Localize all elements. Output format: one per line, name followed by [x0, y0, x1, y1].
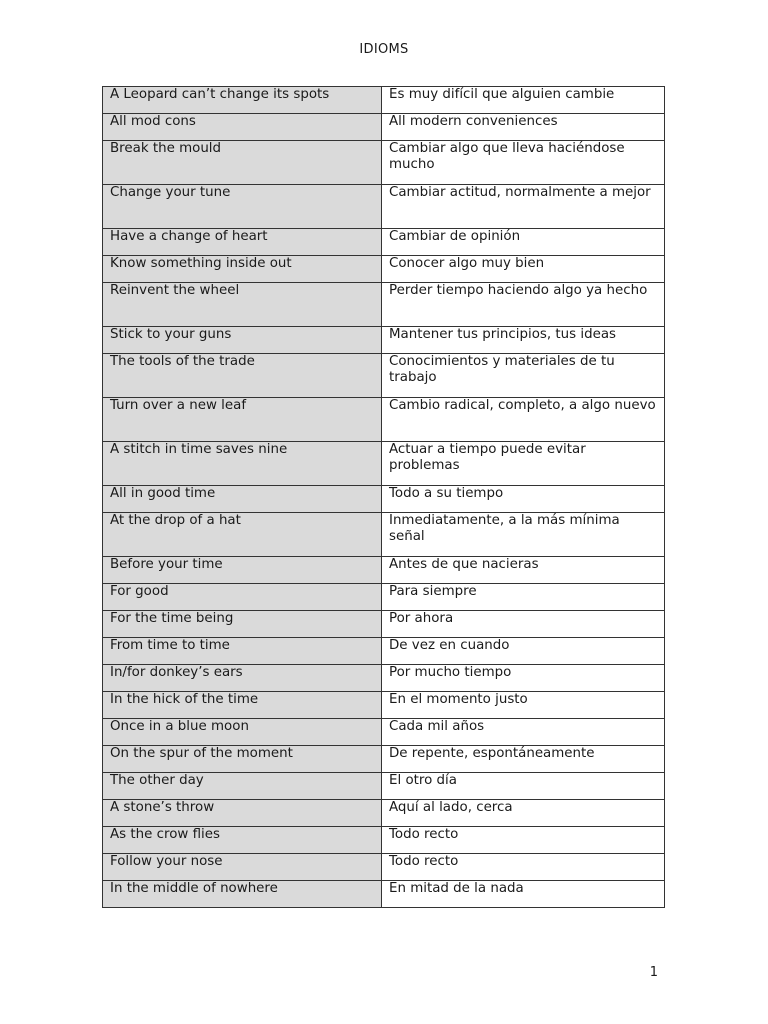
idiom-text: Stick to your guns [110, 327, 232, 342]
meaning-text: Por mucho tiempo [389, 665, 512, 680]
meaning-text: Todo recto [389, 854, 459, 869]
meaning-cell [382, 486, 665, 513]
meaning-cell [382, 141, 665, 185]
table-row [103, 354, 665, 398]
idiom-text: Break the mould [110, 141, 222, 156]
meaning-text: Antes de que nacieras [389, 557, 539, 572]
table-row [103, 229, 665, 256]
meaning-cell [382, 442, 665, 486]
meaning-cell [382, 513, 665, 557]
meaning-text: Cambiar actitud, normalmente a mejor [389, 185, 651, 200]
meaning-cell [382, 114, 665, 141]
table-row [103, 827, 665, 854]
table-row [103, 611, 665, 638]
table-row [103, 114, 665, 141]
meaning-cell [382, 256, 665, 283]
idiom-cell [103, 611, 382, 638]
idiom-text: All in good time [110, 486, 216, 501]
meaning-text: Conocimientos y materiales de tu trabajo [389, 354, 615, 385]
meaning-text: De repente, espontáneamente [389, 746, 595, 761]
meaning-text: Actuar a tiempo puede evitar problemas [389, 442, 586, 473]
idiom-cell [103, 800, 382, 827]
table-row [103, 87, 665, 114]
idiom-cell [103, 692, 382, 719]
meaning-text: All modern conveniences [389, 114, 558, 129]
meaning-text: Todo a su tiempo [389, 486, 504, 501]
meaning-cell [382, 584, 665, 611]
meaning-cell [382, 881, 665, 908]
table-row [103, 746, 665, 773]
meaning-cell [382, 354, 665, 398]
meaning-cell [382, 398, 665, 442]
table-row [103, 486, 665, 513]
meaning-cell [382, 185, 665, 229]
meaning-cell [382, 827, 665, 854]
table-row [103, 442, 665, 486]
table-row [103, 398, 665, 442]
table-row [103, 665, 665, 692]
table-row [103, 854, 665, 881]
idiom-text: A Leopard can’t change its spots [110, 87, 330, 102]
idiom-text: Once in a blue moon [110, 719, 249, 734]
meaning-text: Cambiar algo que lleva haciéndose mucho [389, 141, 625, 172]
page-title: IDIOMS [359, 42, 409, 57]
idiom-text: The tools of the trade [110, 354, 255, 369]
idiom-text: A stone’s throw [110, 800, 215, 815]
idiom-text: The other day [110, 773, 204, 788]
meaning-cell [382, 283, 665, 327]
table-row [103, 283, 665, 327]
meaning-cell [382, 638, 665, 665]
meaning-text: En el momento justo [389, 692, 528, 707]
idiom-text: Know something inside out [110, 256, 292, 271]
page-number: 1 [649, 965, 658, 980]
idiom-text: Have a change of heart [110, 229, 268, 244]
meaning-text: Por ahora [389, 611, 454, 626]
meaning-text: Aquí al lado, cerca [389, 800, 513, 815]
idiom-text: Turn over a new leaf [110, 398, 247, 413]
meaning-cell [382, 800, 665, 827]
meaning-cell [382, 229, 665, 256]
idiom-cell [103, 638, 382, 665]
idiom-text: A stitch in time saves nine [110, 442, 288, 457]
table-row [103, 638, 665, 665]
meaning-cell [382, 87, 665, 114]
idiom-text: As the crow flies [110, 827, 220, 842]
meaning-text: Cambiar de opinión [389, 229, 521, 244]
idiom-cell [103, 354, 382, 398]
meaning-text: Inmediatamente, a la más mínima señal [389, 513, 620, 544]
meaning-text: Para siempre [389, 584, 477, 599]
idiom-cell [103, 283, 382, 327]
table-row [103, 141, 665, 185]
meaning-cell [382, 692, 665, 719]
idiom-cell [103, 442, 382, 486]
meaning-text: Es muy difícil que alguien cambie [389, 87, 615, 102]
meaning-text: Todo recto [389, 827, 459, 842]
idiom-cell [103, 185, 382, 229]
idiom-text: At the drop of a hat [110, 513, 241, 528]
idiom-cell [103, 881, 382, 908]
table-row [103, 584, 665, 611]
idiom-text: For good [110, 584, 169, 599]
meaning-cell [382, 719, 665, 746]
meaning-cell [382, 746, 665, 773]
idiom-cell [103, 557, 382, 584]
idiom-text: From time to time [110, 638, 230, 653]
idiom-cell [103, 513, 382, 557]
meaning-cell [382, 557, 665, 584]
table-row [103, 327, 665, 354]
meaning-text: De vez en cuando [389, 638, 510, 653]
idiom-text: Before your time [110, 557, 223, 572]
idiom-cell [103, 773, 382, 800]
idiom-cell [103, 486, 382, 513]
table-row [103, 881, 665, 908]
idiom-text: Reinvent the wheel [110, 283, 240, 298]
meaning-cell [382, 327, 665, 354]
idiom-cell [103, 854, 382, 881]
meaning-text: El otro día [389, 773, 457, 788]
meaning-cell [382, 665, 665, 692]
meaning-text: Cada mil años [389, 719, 485, 734]
idiom-cell [103, 87, 382, 114]
idiom-cell [103, 327, 382, 354]
meaning-cell [382, 854, 665, 881]
idiom-text: For the time being [110, 611, 234, 626]
idiom-cell [103, 827, 382, 854]
meaning-text: Mantener tus principios, tus ideas [389, 327, 617, 342]
idiom-text: In the hick of the time [110, 692, 259, 707]
idiom-cell [103, 229, 382, 256]
idioms-table [102, 86, 665, 908]
table-row [103, 185, 665, 229]
table-row [103, 513, 665, 557]
idiom-text: Follow your nose [110, 854, 223, 869]
idiom-cell [103, 719, 382, 746]
meaning-text: Conocer algo muy bien [389, 256, 545, 271]
meaning-text: Perder tiempo haciendo algo ya hecho [389, 283, 648, 298]
idiom-text: Change your tune [110, 185, 231, 200]
idiom-text: In/for donkey’s ears [110, 665, 243, 680]
idiom-cell [103, 114, 382, 141]
meaning-text: Cambio radical, completo, a algo nuevo [389, 398, 656, 413]
table-row [103, 719, 665, 746]
idiom-cell [103, 398, 382, 442]
meaning-cell [382, 611, 665, 638]
idiom-cell [103, 746, 382, 773]
table-row [103, 557, 665, 584]
idiom-cell [103, 584, 382, 611]
idiom-cell [103, 256, 382, 283]
table-row [103, 256, 665, 283]
idiom-text: On the spur of the moment [110, 746, 293, 761]
idiom-text: All mod cons [110, 114, 196, 129]
idiom-cell [103, 141, 382, 185]
table-row [103, 773, 665, 800]
table-row [103, 692, 665, 719]
idiom-cell [103, 665, 382, 692]
meaning-text: En mitad de la nada [389, 881, 524, 896]
idiom-text: In the middle of nowhere [110, 881, 278, 896]
meaning-cell [382, 773, 665, 800]
table-row [103, 800, 665, 827]
